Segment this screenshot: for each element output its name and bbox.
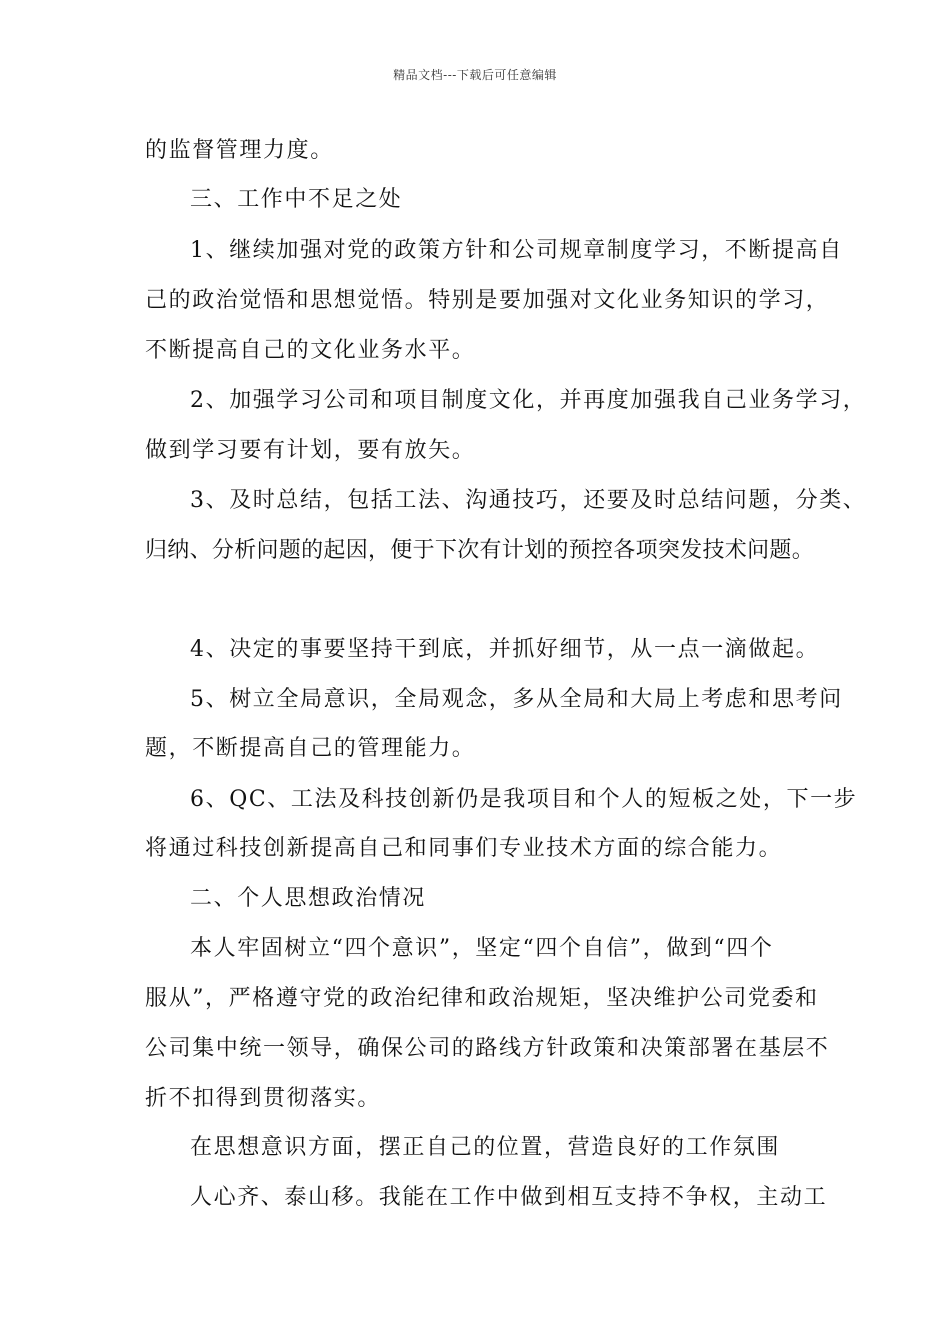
- body-line: 己的政治觉悟和思想觉悟。特别是要加强对文化业务知识的学习，: [145, 288, 830, 313]
- body-line: 做到学习要有计划，要有放矢。: [145, 438, 476, 463]
- body-line: 公司集中统一领导，确保公司的路线方针政策和决策部署在基层不: [145, 1036, 830, 1061]
- body-line: 5、树立全局意识，全局观念，多从全局和大局上考虑和思考问: [190, 687, 843, 712]
- body-line: 1、继续加强对党的政策方针和公司规章制度学习，不断提高自: [190, 238, 843, 263]
- body-line: 3、及时总结，包括工法、沟通技巧，还要及时总结问题，分类、: [190, 488, 867, 513]
- body-line: 本人牢固树立“四个意识”，坚定“四个自信”，做到“四个: [190, 936, 774, 961]
- body-line: 2、加强学习公司和项目制度文化，并再度加强我自己业务学习，: [190, 388, 867, 413]
- body-line: 不断提高自己的文化业务水平。: [145, 338, 476, 363]
- body-line: 4、决定的事要坚持干到底，并抓好细节，从一点一滴做起。: [190, 637, 820, 662]
- body-line: 将通过科技创新提高自己和同事们专业技术方面的综合能力。: [145, 836, 783, 861]
- body-line: 人心齐、泰山移。我能在工作中做到相互支持不争权，主动工: [190, 1185, 828, 1210]
- body-line: 题，不断提高自己的管理能力。: [145, 736, 476, 761]
- page-header: 精品文档---下载后可任意编辑: [393, 68, 557, 82]
- section-heading: 三、工作中不足之处: [190, 187, 403, 212]
- body-line: 服从”，严格遵守党的政治纪律和政治规矩，坚决维护公司党委和: [145, 986, 819, 1011]
- body-line: 折不扣得到贯彻落实。: [145, 1086, 382, 1111]
- body-line: 6、QC、工法及科技创新仍是我项目和个人的短板之处，下一步: [190, 787, 858, 812]
- body-line: 归纳、分析问题的起因，便于下次有计划的预控各项突发技术问题。: [145, 538, 815, 563]
- section-heading: 二、个人思想政治情况: [190, 886, 427, 911]
- body-line: 的监督管理力度。: [145, 138, 334, 163]
- body-line: 在思想意识方面，摆正自己的位置，营造良好的工作氛围: [190, 1135, 781, 1160]
